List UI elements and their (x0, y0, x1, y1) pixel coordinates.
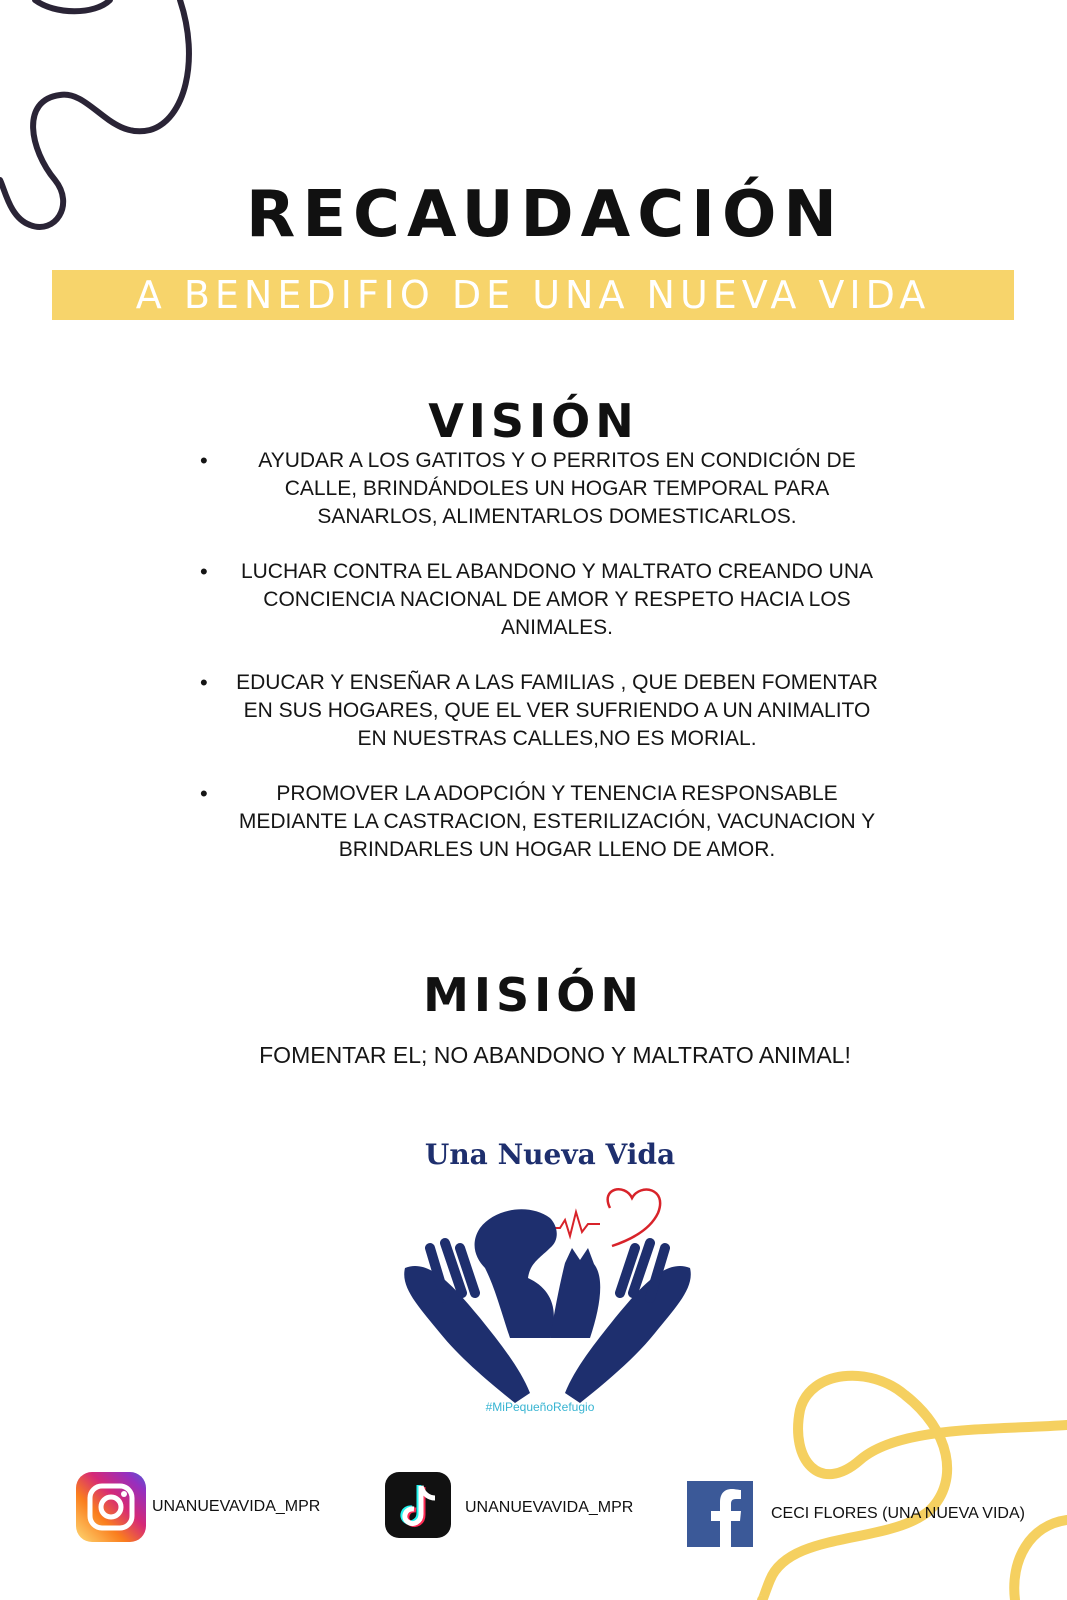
facebook-link[interactable] (687, 1481, 1025, 1547)
vision-item-text: AYUDAR A LOS GATITOS Y O PERRITOS EN CONDICIÓN DE CALLE, BRINDÁNDOLES UN HOGAR TEMPORAL PARA SANARLOS, ALIMENTARLOS DOMESTICARLOS. (258, 449, 856, 528)
list-item (200, 669, 880, 753)
logo-name: Una Nueva Vida (424, 1138, 676, 1171)
mission-text: FOMENTAR EL; NO ABANDONO Y MALTRATO ANIMAL! (259, 1042, 851, 1068)
list-item (200, 558, 880, 642)
banner-text: A BENEDIFIO DE UNA NUEVA VIDA (135, 273, 931, 317)
mission-heading: MISIÓN (423, 968, 644, 1022)
bullet: • (200, 448, 208, 473)
list-item (200, 780, 880, 864)
instagram-link[interactable] (76, 1472, 320, 1542)
logo-hashtag: #MiPequeñoRefugio (485, 1400, 595, 1414)
facebook-name: CECI FLORES (UNA NUEVA VIDA) (771, 1505, 1025, 1522)
subtitle-banner (52, 270, 1014, 320)
facebook-icon (687, 1481, 753, 1547)
organization-logo (400, 1138, 700, 1418)
vision-item-text: EDUCAR Y ENSEÑAR A LAS FAMILIAS , QUE DEBEN FOMENTAR EN SUS HOGARES, QUE EL VER SUFRIENDO A UN ANIMALITO EN NUESTRAS CALLES,NO ES MORIAL. (236, 671, 878, 750)
list-item (200, 447, 880, 531)
vision-list (200, 447, 880, 891)
vision-heading: VISIÓN (428, 394, 639, 448)
tiktok-link[interactable] (385, 1472, 633, 1538)
hands-pets-icon (400, 1168, 700, 1428)
page-title: RECAUDACIÓN (246, 178, 844, 252)
tiktok-handle: UNANUEVAVIDA_MPR (465, 1499, 634, 1516)
instagram-handle: UNANUEVAVIDA_MPR (152, 1498, 321, 1515)
vision-item-text: PROMOVER LA ADOPCIÓN Y TENENCIA RESPONSABLE MEDIANTE LA CASTRACION, ESTERILIZACIÓN, VACUNACION Y BRINDARLES UN HOGAR LLENO DE AMOR. (238, 782, 876, 861)
vision-item-text: LUCHAR CONTRA EL ABANDONO Y MALTRATO CREANDO UNA CONCIENCIA NACIONAL DE AMOR Y RESPETO HACIA LOS ANIMALES. (240, 560, 874, 639)
tiktok-icon (385, 1472, 451, 1538)
bullet: • (200, 559, 208, 584)
bullet: • (200, 670, 208, 695)
instagram-icon (76, 1472, 146, 1542)
bullet: • (200, 781, 208, 806)
